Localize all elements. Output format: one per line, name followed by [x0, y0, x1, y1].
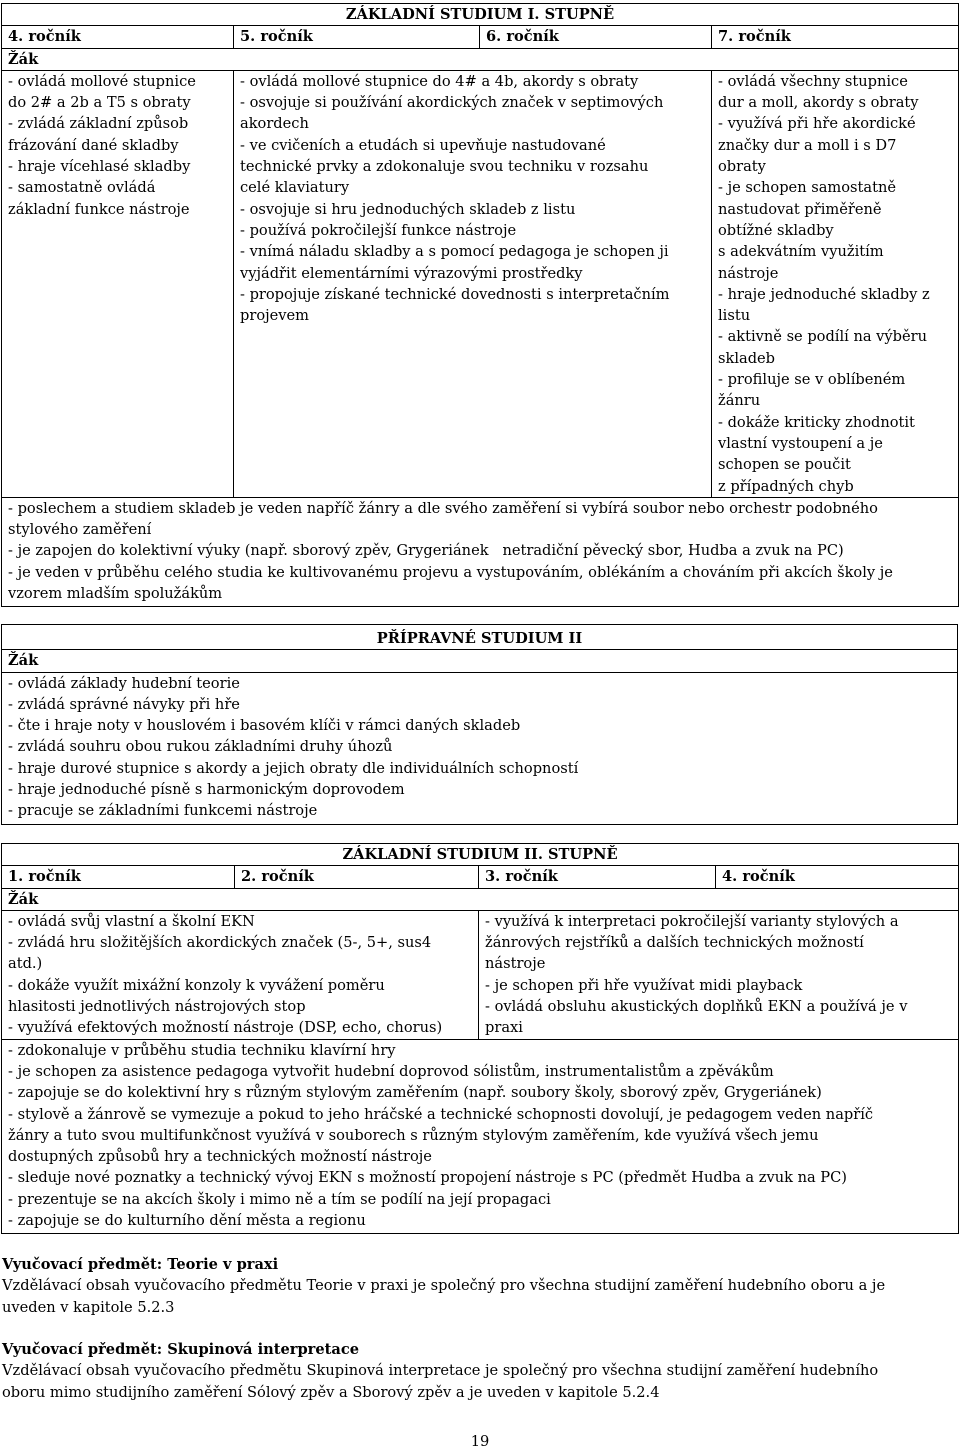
list-item: - prezentuje se na akcích školy i mimo ně a tím se podílí na její propagaci: [8, 1190, 551, 1208]
stage2-common: [2, 1039, 959, 1234]
list-item: vlastní vystoupení a je: [718, 434, 883, 452]
list-item: - je schopen samostatně: [718, 179, 897, 197]
list-item: do 2# a 2b a T5 s obraty: [8, 94, 191, 112]
list-item: - hraje jednoduché písně s harmonickým doprovodem: [8, 781, 405, 799]
list-item: - zapojuje se do kulturního dění města a regionu: [8, 1212, 366, 1230]
list-item: - ovládá svůj vlastní a školní EKN: [8, 912, 255, 930]
paragraph-line: Vzdělávací obsah vyučovacího předmětu Teorie v praxi je společný pro všechna studijní zaměření hudebního oboru a je: [2, 1277, 886, 1295]
list-item: - je schopen při hře využívat midi playback: [485, 976, 803, 994]
stage2-year-2: 2. ročník: [235, 866, 479, 888]
list-item: - je zapojen do kolektivní výuky (např. sborový zpěv, Grygeriánek netradiční pěvecký sbor, Hudba a zvuk na PC): [8, 542, 844, 560]
list-item: vyjádřit elementárními výrazovými prostředky: [240, 264, 583, 282]
list-item: akordech: [240, 115, 309, 133]
list-item: - využívá efektových možností nástroje (DSP, echo, chorus): [8, 1019, 443, 1037]
stage1-col-year7: [712, 70, 959, 497]
list-item: - osvojuje si hru jednoduchých skladeb z listu: [240, 200, 576, 218]
stage1-col-year5-6: [234, 70, 712, 497]
stage1-title: ZÁKLADNÍ STUDIUM I. STUPNĚ: [2, 4, 959, 26]
list-item: - používá pokročilejší funkce nástroje: [240, 221, 517, 239]
list-item: - osvojuje si používání akordických značek v septimových: [240, 94, 664, 112]
list-item: - propojuje získané technické dovednosti s interpretačním: [240, 285, 670, 303]
list-item: dostupných způsobů hry a technických možností nástroje: [8, 1148, 432, 1166]
list-item: žánry a tuto svou multifunkčnost využívá v souborech s různým stylovým zaměřením, kde využívá všech jemu: [8, 1126, 819, 1144]
list-item: - čte i hraje noty v houslovém i basovém klíči v rámci daných skladeb: [8, 717, 521, 735]
list-item: - ovládá mollové stupnice: [8, 72, 196, 90]
list-item: frázování dané skladby: [8, 136, 179, 154]
list-item: projevem: [240, 307, 309, 325]
list-item: - ovládá mollové stupnice do 4# a 4b, akordy s obraty: [240, 72, 639, 90]
stage2-year-4: 4. ročník: [716, 866, 959, 888]
list-item: - ovládá základy hudební teorie: [8, 674, 240, 692]
list-item: skladeb: [718, 349, 776, 367]
paragraph-line: Vzdělávací obsah vyučovacího předmětu Skupinová interpretace je společný pro všechna studijní zaměření hudebního: [2, 1362, 879, 1380]
list-item: - ovládá obsluhu akustických doplňků EKN a používá je v: [485, 998, 908, 1016]
list-item: - samostatně ovládá: [8, 179, 156, 197]
list-item: - je schopen za asistence pedagoga vytvořit hudební doprovod sólistům, instrumentalistům a zpěvákům: [8, 1062, 774, 1080]
list-item: - zapojuje se do kolektivní hry s různým stylovým zaměřením (např. soubory školy, sborový zpěv, Grygeriánek): [8, 1084, 822, 1102]
stage1-col-year4: [2, 70, 234, 497]
list-item: - zvládá základní způsob: [8, 115, 189, 133]
list-item: obraty: [718, 158, 766, 176]
list-item: - poslechem a studiem skladeb je veden napříč žánry a dle svého zaměření si vybírá soubor nebo orchestr podobného: [8, 499, 878, 517]
list-item: schopen se poučit: [718, 456, 851, 474]
list-item: - ve cvičeních a etudách si upevňuje nastudované: [240, 136, 606, 154]
subject-group-heading: Vyučovací předmět: Skupinová interpretace: [2, 1341, 359, 1358]
list-item: žánru: [718, 392, 761, 410]
prep-title: PŘÍPRAVNÉ STUDIUM II: [2, 625, 958, 650]
list-item: s adekvátním využitím: [718, 243, 884, 261]
list-item: - sleduje nové poznatky a technický vývoj EKN s možností propojení nástroje s PC (předmět Hudba a zvuk na PC): [8, 1169, 847, 1187]
list-item: z případných chyb: [718, 477, 854, 495]
list-item: - hraje durové stupnice s akordy a jejich obraty dle individuálních schopností: [8, 759, 579, 777]
stage1-year-5: 5. ročník: [234, 26, 480, 48]
list-item: - ovládá všechny stupnice: [718, 72, 908, 90]
prep-student-label: Žák: [2, 650, 958, 672]
stage1-student-label: Žák: [2, 48, 959, 70]
paragraph-line: uveden v kapitole 5.2.3: [2, 1298, 175, 1316]
list-item: - dokáže kriticky zhodnotit: [718, 413, 915, 431]
stage1-year-4: 4. ročník: [2, 26, 234, 48]
list-item: - stylově a žánrově se vymezuje a pokud to jeho hráčské a technické schopnosti dovolují, je pedagogem veden napříč: [8, 1105, 874, 1123]
list-item: základní funkce nástroje: [8, 200, 190, 218]
prep-list: [2, 672, 958, 824]
stage2-year-3: 3. ročník: [479, 866, 716, 888]
list-item: nástroje: [718, 264, 779, 282]
subject-theory-section: [2, 1254, 957, 1318]
stage2-year-1: 1. ročník: [2, 866, 235, 888]
list-item: značky dur a moll i s D7: [718, 136, 897, 154]
list-item: - vnímá náladu skladby a s pomocí pedagoga je schopen ji: [240, 243, 669, 261]
list-item: - hraje jednoduché skladby z: [718, 285, 930, 303]
list-item: žánrových rejstříků a dalších technických možností: [485, 934, 864, 952]
list-item: - zvládá souhru obou rukou základními druhy úhozů: [8, 738, 393, 756]
stage1-year-6: 6. ročník: [480, 26, 712, 48]
stage2-title: ZÁKLADNÍ STUDIUM II. STUPNĚ: [2, 844, 959, 866]
paragraph-line: oboru mimo studijního zaměření Sólový zpěv a Sborový zpěv a je uveden v kapitole 5.2.4: [2, 1383, 660, 1401]
list-item: praxi: [485, 1019, 523, 1037]
stage1-table: [1, 3, 959, 607]
stage1-common: [2, 497, 959, 606]
list-item: - hraje vícehlasé skladby: [8, 158, 191, 176]
page-number: 19: [470, 1433, 490, 1450]
stage2-col-year1-2: [2, 910, 479, 1039]
list-item: - aktivně se podílí na výběru: [718, 328, 928, 346]
list-item: celé klaviatury: [240, 179, 350, 197]
list-item: atd.): [8, 955, 43, 973]
list-item: - profiluje se v oblíbeném: [718, 371, 906, 389]
list-item: - je veden v průběhu celého studia ke kultivovanému projevu a vystupováním, oblékáním a chováním při akcích školy je: [8, 563, 893, 581]
list-item: listu: [718, 307, 751, 325]
prep-table: [1, 624, 958, 825]
list-item: - využívá při hře akordické: [718, 115, 916, 133]
list-item: - dokáže využít mixážní konzoly k vyvážení poměru: [8, 976, 385, 994]
list-item: technické prvky a zdokonaluje svou techniku v rozsahu: [240, 158, 649, 176]
stage2-col-year3-4: [479, 910, 959, 1039]
stage2-student-label: Žák: [2, 888, 959, 910]
stage2-table: [1, 843, 959, 1234]
list-item: nastudovat přiměřeně: [718, 200, 882, 218]
list-item: obtížné skladby: [718, 221, 834, 239]
list-item: vzorem mladším spolužákům: [8, 585, 223, 603]
list-item: - zvládá hru složitějších akordických značek (5-, 5+, sus4: [8, 934, 432, 952]
list-item: hlasitosti jednotlivých nástrojových stop: [8, 998, 306, 1016]
subject-theory-heading: Vyučovací předmět: Teorie v praxi: [2, 1256, 279, 1273]
list-item: - pracuje se základními funkcemi nástroje: [8, 802, 318, 820]
list-item: - zdokonaluje v průběhu studia techniku klavírní hry: [8, 1041, 396, 1059]
list-item: nástroje: [485, 955, 546, 973]
list-item: dur a moll, akordy s obraty: [718, 94, 919, 112]
list-item: - zvládá správné návyky při hře: [8, 695, 240, 713]
list-item: stylového zaměření: [8, 521, 152, 539]
list-item: - využívá k interpretaci pokročilejší varianty stylových a: [485, 912, 899, 930]
stage1-year-7: 7. ročník: [712, 26, 959, 48]
subject-group-section: [2, 1339, 957, 1403]
